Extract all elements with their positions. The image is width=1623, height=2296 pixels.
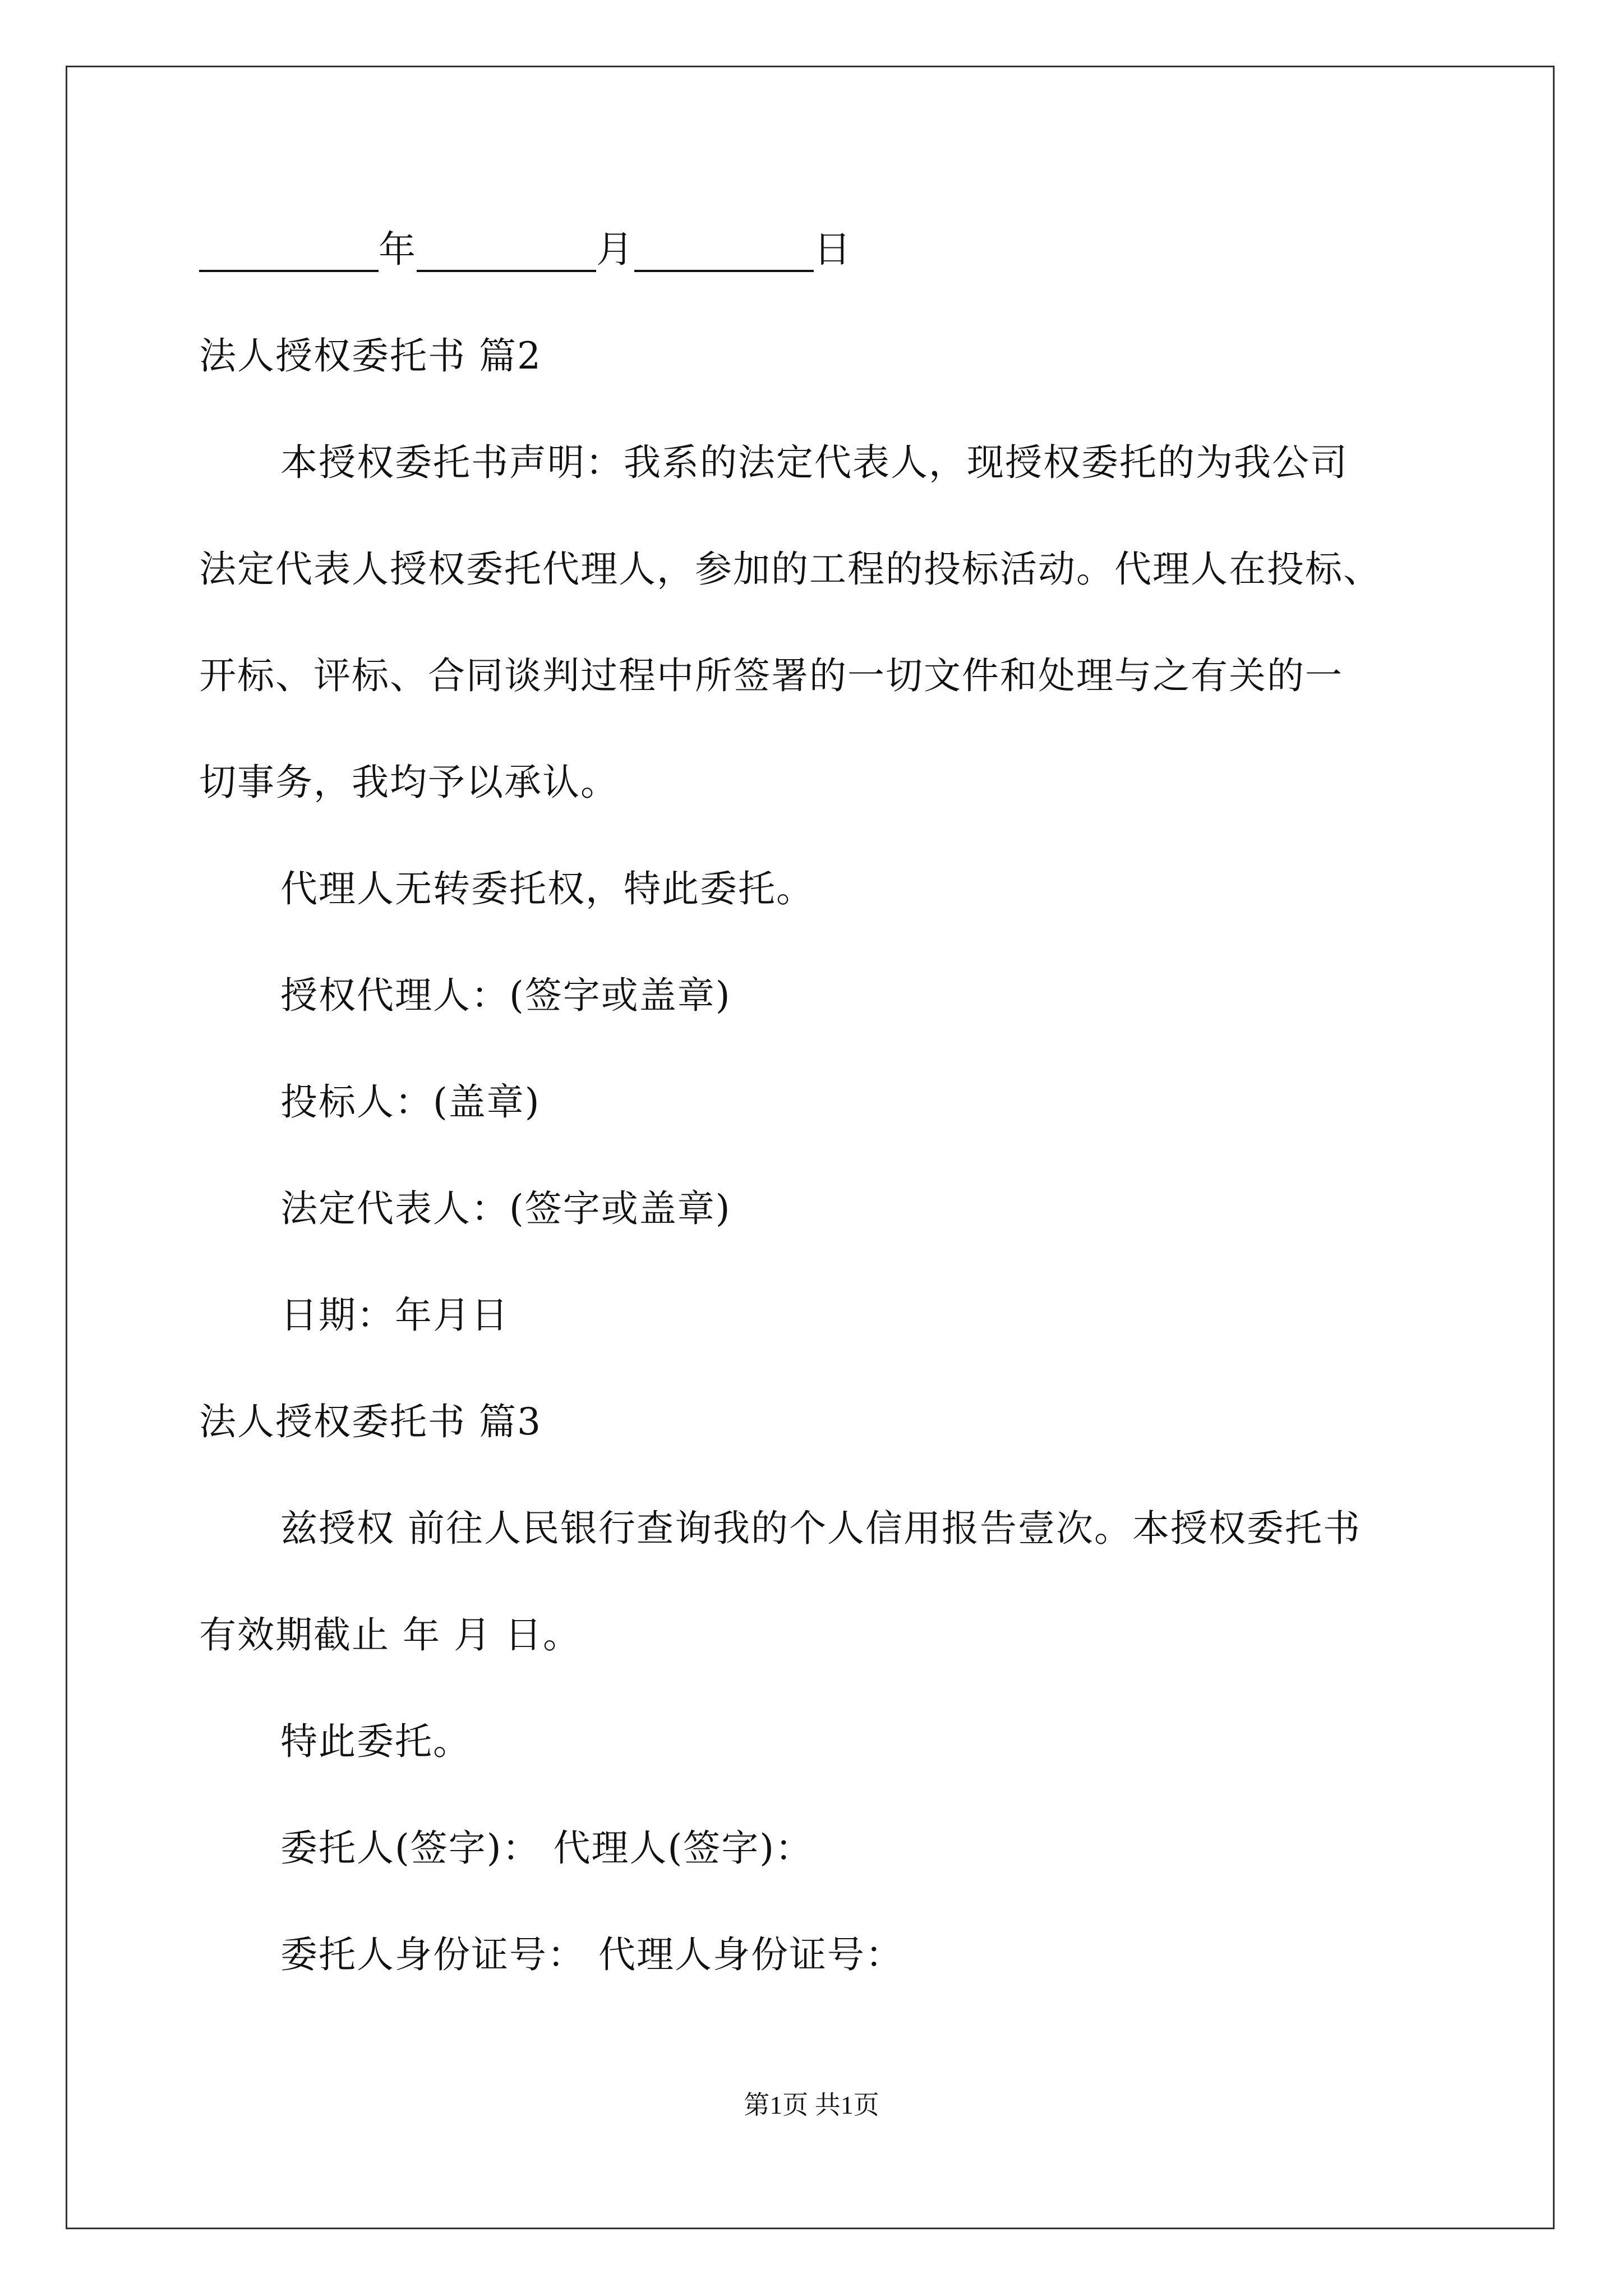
year-blank (199, 235, 379, 272)
agent-signature-line: 授权代理人：(签字或盖章) (280, 974, 731, 1017)
section2-para2: 代理人无转委托权，特此委托。 (280, 867, 814, 910)
section3-signature-line: 委托人(签字)： 代理人(签字)： (280, 1826, 813, 1870)
section2-heading: 法人授权委托书 篇2 (199, 334, 542, 378)
month-label: 月 (596, 228, 634, 271)
section2-para1-line1: 本授权委托书声明：我系的法定代表人，现授权委托的为我公司 (280, 441, 1348, 484)
section3-id-line: 委托人身份证号： 代理人身份证号： (280, 1933, 903, 1976)
section3-para2: 特此委托。 (280, 1720, 471, 1763)
page-footer: 第1页 共1页 (744, 2091, 879, 2119)
day-blank (634, 235, 814, 272)
section2-para1-line2: 法定代表人授权委托代理人，参加的工程的投标活动。代理人在投标、 (199, 547, 1381, 591)
section2-para1-line3: 开标、评标、合同谈判过程中所签署的一切文件和处理与之有关的一 (199, 654, 1343, 697)
bidder-seal-line: 投标人：(盖章) (280, 1080, 541, 1124)
month-blank (417, 235, 596, 272)
section3-para1-line1: 兹授权 前往人民银行查询我的个人信用报告壹次。本授权委托书 (280, 1507, 1361, 1550)
legal-rep-signature-line: 法定代表人：(签字或盖章) (280, 1187, 731, 1230)
date-fill-line (199, 227, 852, 272)
section2-date-line: 日期：年月日 (280, 1294, 509, 1337)
day-label: 日 (814, 228, 852, 271)
section3-heading: 法人授权委托书 篇3 (199, 1400, 542, 1443)
section2-para1-line4: 切事务，我均予以承认。 (199, 761, 619, 804)
page-border (66, 66, 1555, 2229)
section3-para1-line2: 有效期截止 年 月 日。 (199, 1613, 581, 1657)
year-label: 年 (379, 228, 417, 271)
